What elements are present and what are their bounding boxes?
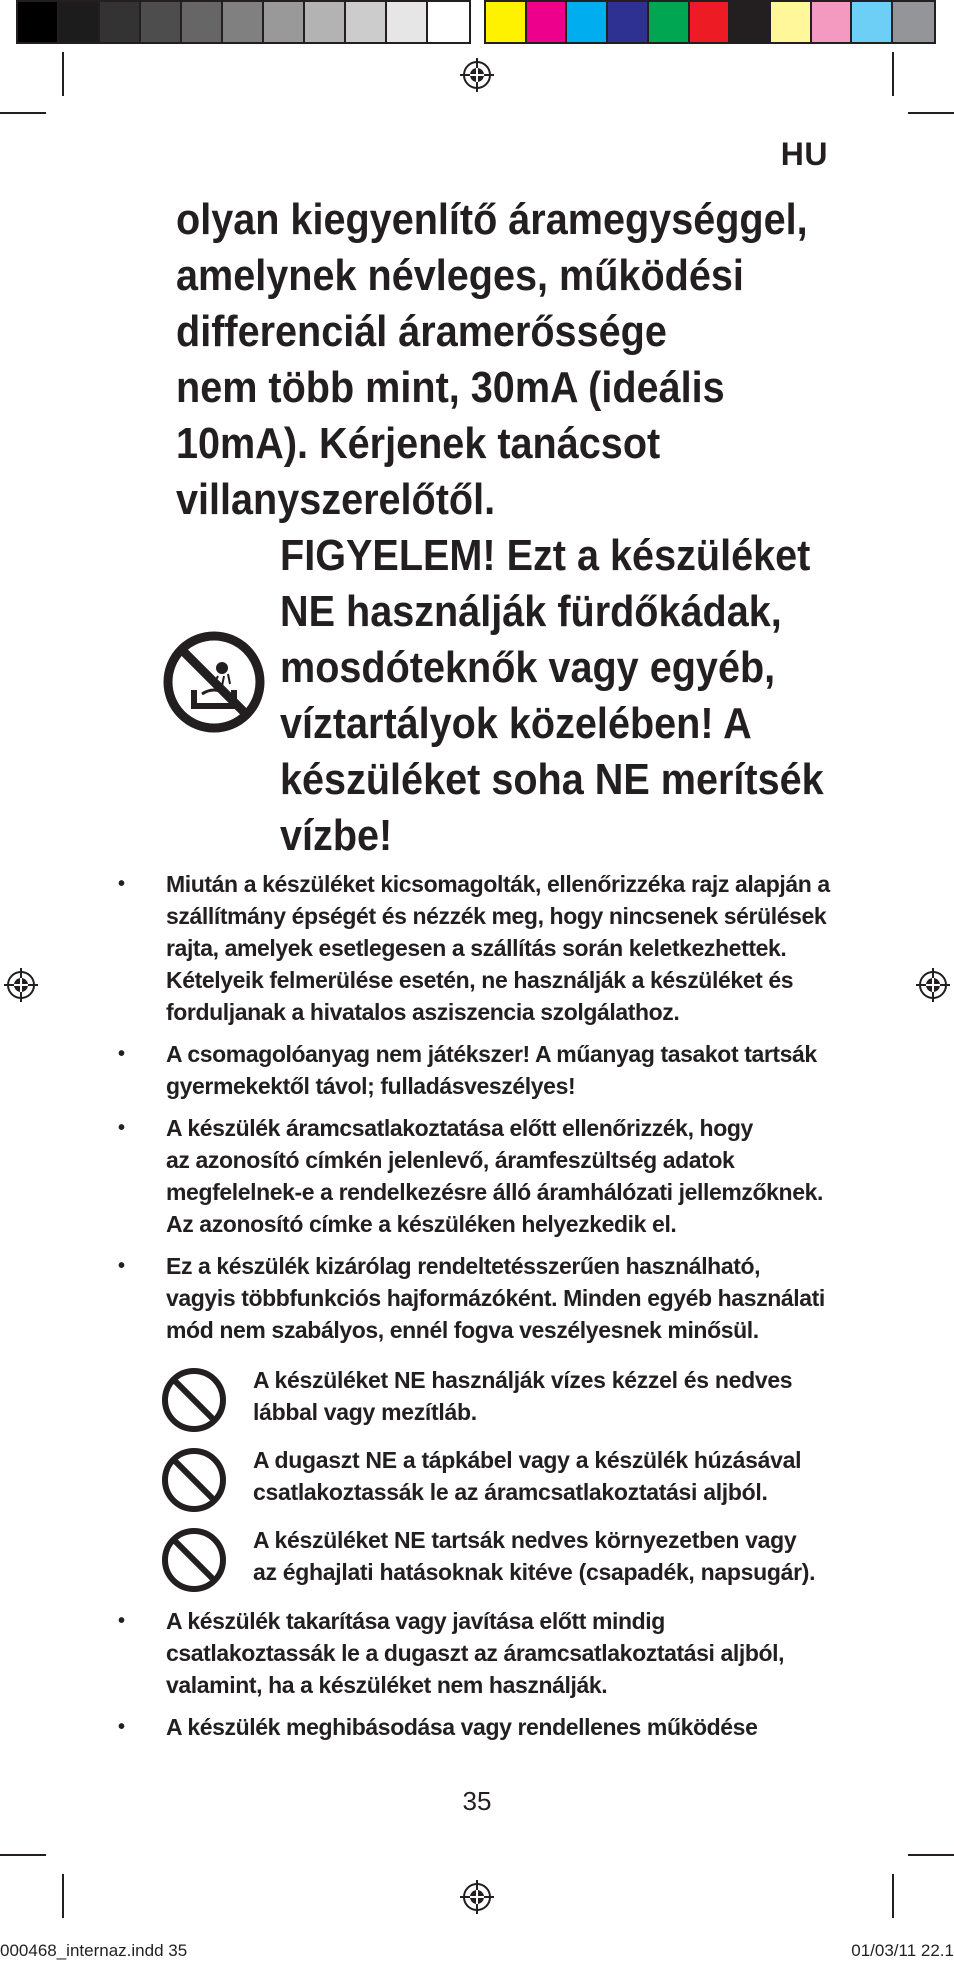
list-item <box>118 1250 830 1346</box>
registration-mark-icon <box>460 1880 494 1914</box>
prohibition-text <box>253 1364 830 1428</box>
text-line: készüléket soha NE merítsék <box>280 755 824 804</box>
no-bathtub-icon <box>162 630 266 734</box>
registration-mark-icon <box>916 968 950 1002</box>
text-line: csatlakoztassák le az áramcsatlakoztatási aljból. <box>253 1479 768 1505</box>
prohibition-text <box>253 1524 830 1588</box>
list-item <box>118 868 830 1028</box>
color-swatch <box>305 2 346 42</box>
crop-mark <box>892 1874 894 1918</box>
list-item <box>118 1605 830 1701</box>
safety-bullets-bottom <box>118 1605 830 1743</box>
color-swatch <box>852 2 893 42</box>
prohibition-row <box>160 1444 830 1514</box>
color-swatch <box>182 2 223 42</box>
text-line: szállítmány épségét és nézzék meg, hogy nincsenek sérülések <box>166 903 827 929</box>
list-item <box>118 1038 830 1102</box>
text-line: Miután a készüléket kicsomagolták, ellenőrizzéka rajz alapján a <box>166 871 830 897</box>
text-line: olyan kiegyenlítő áramegységgel, <box>176 195 808 244</box>
prohibition-icon <box>160 1526 228 1594</box>
color-swatch <box>649 2 690 42</box>
text-line: mód nem szabályos, ennél fogva veszélyesnek minősül. <box>166 1317 759 1343</box>
text-line: megfelelnek-e a rendelkezésre álló áramhálózati jellemzőknek. <box>166 1179 823 1205</box>
text-line: Az azonosító címke a készüléken helyezkedik el. <box>166 1211 677 1237</box>
color-swatch <box>771 2 812 42</box>
text-line: nem több mint, 30mA (ideális <box>176 363 725 412</box>
color-swatch <box>100 2 141 42</box>
language-code: HU <box>780 136 828 172</box>
prohibition-icon <box>160 1446 228 1514</box>
text-line: gyermekektől távol; fulladásveszélyes! <box>166 1073 576 1099</box>
prohibition-row <box>160 1364 830 1434</box>
bullet-marker: • <box>118 1610 125 1632</box>
color-swatch <box>486 2 527 42</box>
crop-mark <box>908 112 954 114</box>
text-line: villanyszerelőtől. <box>176 475 496 524</box>
intro-paragraph <box>176 192 828 528</box>
text-line: A csomagolóanyag nem játékszer! A műanyag tasakot tartsák <box>166 1041 817 1067</box>
text-line: amelynek névleges, működési <box>176 251 744 300</box>
color-swatch <box>527 2 568 42</box>
text-line: 10mA). Kérjenek tanácsot <box>176 419 661 468</box>
crop-mark <box>892 52 894 96</box>
text-line: A készülék meghibásodása vagy rendellenes működése <box>166 1714 758 1740</box>
text-line: csatlakoztassák le a dugaszt az áramcsatlakoztatási aljból, <box>166 1640 785 1666</box>
text-line: differenciál áramerőssége <box>176 307 667 356</box>
text-line: vízbe! <box>280 811 393 860</box>
registration-mark-icon <box>460 58 494 92</box>
crop-mark <box>62 1874 64 1918</box>
bullet-marker: • <box>118 873 125 895</box>
text-line: rajta, amelyek esetlegesen a szállítás során keletkezhettek. <box>166 935 787 961</box>
text-line: A készülék áramcsatlakoztatása előtt ellenőrizzék, hogy <box>166 1115 753 1141</box>
bath-warning <box>280 528 834 864</box>
text-line: az éghajlati hatásoknak kitéve (csapadék, napsugár). <box>253 1559 816 1585</box>
color-swatch <box>608 2 649 42</box>
page-number: 35 <box>462 1786 492 1816</box>
text-line: lábbal vagy mezítláb. <box>253 1399 477 1425</box>
text-line: Kételyeik felmerülése esetén, ne használják a készüléket és <box>166 967 794 993</box>
color-swatch <box>690 2 731 42</box>
text-line: Ez a készülék kizárólag rendeltetésszerűen használható, <box>166 1253 761 1279</box>
slug-date: 01/03/11 22.1 <box>851 1941 954 1960</box>
color-swatch <box>730 2 771 42</box>
color-swatch <box>264 2 305 42</box>
color-swatch <box>812 2 853 42</box>
bullet-marker: • <box>118 1043 125 1065</box>
text-line: valamint, ha a készüléket nem használják. <box>166 1672 608 1698</box>
color-swatch <box>893 2 934 42</box>
text-line: az azonosító címkén jelenlevő, áramfeszültség adatok <box>166 1147 735 1173</box>
color-swatch <box>387 2 428 42</box>
registration-mark-icon <box>4 968 38 1002</box>
text-line: A készülék takarítása vagy javítása előtt mindig <box>166 1608 665 1634</box>
text-line: vagyis többfunkciós hajformázóként. Minden egyéb használati <box>166 1285 825 1311</box>
text-line: A készüléket NE használják vízes kézzel és nedves <box>253 1367 793 1393</box>
text-line: FIGYELEM! Ezt a készüléket <box>280 531 811 580</box>
prohibition-text <box>253 1444 830 1508</box>
crop-mark <box>0 1854 46 1856</box>
bullet-marker: • <box>118 1255 125 1277</box>
color-swatch <box>223 2 264 42</box>
color-swatch <box>346 2 387 42</box>
color-swatch <box>141 2 182 42</box>
gray-calibration-bar <box>16 0 471 44</box>
text-line: forduljanak a hivatalos asziszencia szolgálathoz. <box>166 999 680 1025</box>
color-swatch <box>59 2 100 42</box>
slug-file-name: 000468_internaz.indd 35 <box>0 1941 188 1960</box>
bullet-marker: • <box>118 1117 125 1139</box>
prohibition-row <box>160 1524 830 1594</box>
safety-bullets-top <box>118 868 830 1346</box>
text-line: A készüléket NE tartsák nedves környezetben vagy <box>253 1527 797 1553</box>
list-item <box>118 1112 830 1240</box>
text-line: víztartályok közelében! A <box>280 699 752 748</box>
text-line: A dugaszt NE a tápkábel vagy a készülék húzásával <box>253 1447 802 1473</box>
bullet-marker: • <box>118 1716 125 1738</box>
color-calibration-bar <box>484 0 936 44</box>
color-swatch <box>18 2 59 42</box>
text-line: mosdóteknők vagy egyéb, <box>280 643 776 692</box>
crop-mark <box>62 52 64 96</box>
crop-mark <box>908 1854 954 1856</box>
crop-mark <box>0 112 46 114</box>
list-item <box>118 1711 830 1743</box>
color-swatch <box>567 2 608 42</box>
color-swatch <box>428 2 469 42</box>
prohibition-icon <box>160 1366 228 1434</box>
text-line: NE használják fürdőkádak, <box>280 587 782 636</box>
